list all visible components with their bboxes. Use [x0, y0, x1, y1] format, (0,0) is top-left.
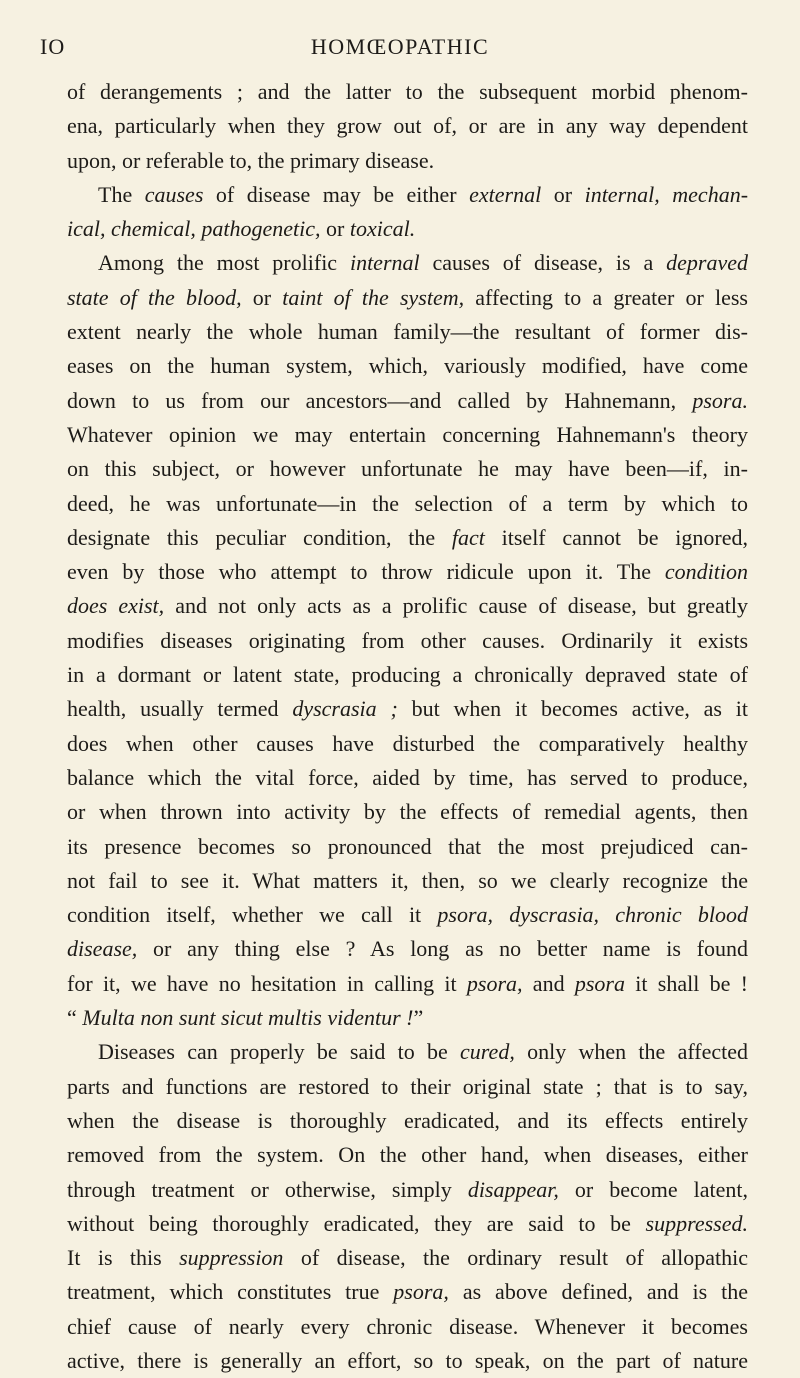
- text-segment: Diseases can properly be said to be: [98, 1039, 461, 1065]
- text-line: [67, 830, 748, 864]
- italic-text-segment: ical, chemical, pathogenetic,: [67, 216, 321, 242]
- text-line: [67, 589, 748, 623]
- text-segment: for it, we have no hesitation in calling it: [67, 970, 467, 996]
- text-segment: deed, he was unfortunate—in the selection of a term by which to: [67, 490, 748, 516]
- text-segment: active, there is generally an effort, so to speak, on the part of nature: [67, 1347, 748, 1373]
- text-line: [67, 144, 748, 178]
- text-segment: of disease may be either: [203, 181, 470, 207]
- text-segment: in a dormant or latent state, producing a chronically depraved state of: [67, 662, 748, 688]
- italic-text-segment: cured,: [460, 1039, 515, 1065]
- italic-text-segment: state of the blood,: [67, 284, 242, 310]
- text-line: [67, 658, 748, 692]
- text-segment: Among the most prolific: [98, 250, 350, 276]
- text-segment: its presence becomes so pronounced that the most prejudiced can-: [67, 833, 748, 859]
- text-segment: as above defined, and is the: [448, 1279, 749, 1305]
- text-line: [67, 624, 748, 658]
- text-segment: balance which the vital force, aided by time, has served to produce,: [67, 764, 748, 790]
- text-segment: of disease, the ordinary result of allopathic: [283, 1245, 748, 1271]
- italic-text-segment: internal,: [584, 181, 660, 207]
- italic-text-segment: disease,: [67, 936, 138, 962]
- text-line: [67, 1001, 748, 1035]
- italic-text-segment: toxical.: [349, 216, 416, 242]
- text-segment: does when other causes have disturbed the comparatively healthy: [67, 730, 748, 756]
- text-line: [67, 315, 748, 349]
- text-segment: or when thrown into activity by the effects of remedial agents, then: [67, 799, 748, 825]
- text-segment: eases on the human system, which, variously modified, have come: [67, 353, 748, 379]
- italic-text-segment: causes: [144, 181, 204, 207]
- text-line: [67, 109, 748, 143]
- text-segment: “: [67, 1005, 83, 1031]
- text-segment: without being thoroughly eradicated, they are said to be: [67, 1210, 646, 1236]
- text-line: [67, 795, 748, 829]
- text-segment: only when the affected: [514, 1039, 748, 1065]
- text-segment: even by those who attempt to throw ridicule upon it. The: [67, 559, 665, 585]
- text-line: [67, 761, 748, 795]
- running-head: HOMŒOPATHIC: [310, 34, 490, 59]
- italic-text-segment: Multa non sunt sicut multis videntur !: [82, 1005, 414, 1031]
- text-segment: and not only acts as a prolific cause of disease, but greatly: [164, 593, 748, 619]
- text-segment: extent nearly the whole human family—the resultant of former dis-: [67, 319, 748, 345]
- italic-text-segment: does exist,: [67, 593, 165, 619]
- text-segment: affecting to a greater or less: [464, 284, 748, 310]
- italic-text-segment: psora,: [393, 1279, 449, 1305]
- text-segment: treatment, which constitutes true: [67, 1279, 394, 1305]
- text-line: [67, 487, 748, 521]
- italic-text-segment: psora.: [692, 387, 748, 413]
- text-segment: on this subject, or however unfortunate he may have been—if, in-: [67, 456, 748, 482]
- text-segment: Whatever opinion we may entertain concerning Hahnemann's theory: [67, 421, 748, 447]
- text-line: [67, 1035, 748, 1069]
- text-segment: The: [98, 181, 145, 207]
- text-segment: or: [541, 181, 585, 207]
- page-header: [40, 34, 760, 64]
- text-segment: causes of disease, is a: [419, 250, 667, 276]
- italic-text-segment: psora, dyscrasia, chronic blood: [437, 902, 748, 928]
- text-segment: not fail to see it. What matters it, then, so we clearly recognize the: [67, 867, 748, 893]
- text-line: [67, 898, 748, 932]
- text-line: [67, 1104, 748, 1138]
- text-segment: or any thing else ? As long as no better name is found: [137, 936, 748, 962]
- text-segment: health, usually termed: [67, 696, 293, 722]
- italic-text-segment: psora: [574, 970, 625, 996]
- text-line: [67, 1207, 748, 1241]
- text-line: [67, 452, 748, 486]
- italic-text-segment: depraved: [666, 250, 748, 276]
- text-segment: upon, or referable to, the primary disease.: [67, 147, 435, 173]
- body-text: [67, 75, 748, 1378]
- text-line: [67, 349, 748, 383]
- italic-text-segment: condition: [664, 559, 748, 585]
- text-segment: condition itself, whether we call it: [67, 902, 438, 928]
- italic-text-segment: internal: [349, 250, 420, 276]
- text-segment: ”: [413, 1005, 424, 1031]
- text-segment: through treatment or otherwise, simply: [67, 1176, 468, 1202]
- italic-text-segment: disappear,: [467, 1176, 559, 1202]
- text-line: [67, 418, 748, 452]
- text-line: [67, 692, 748, 726]
- italic-text-segment: suppression: [179, 1245, 284, 1271]
- text-segment: and: [522, 970, 575, 996]
- text-segment: or become latent,: [558, 1176, 748, 1202]
- text-segment: parts and functions are restored to their original state ; that is to say,: [67, 1073, 748, 1099]
- text-segment: modifies diseases originating from other causes. Ordinarily it exists: [67, 627, 748, 653]
- text-line: [67, 727, 748, 761]
- text-line: [67, 1275, 748, 1309]
- text-line: [67, 864, 748, 898]
- text-segment: chief cause of nearly every chronic disease. Whenever it becomes: [67, 1313, 748, 1339]
- text-segment: [660, 182, 673, 207]
- italic-text-segment: dyscrasia ;: [292, 696, 398, 722]
- text-line: [67, 212, 748, 246]
- text-line: [67, 932, 748, 966]
- text-segment: removed from the system. On the other hand, when diseases, either: [67, 1142, 748, 1168]
- text-segment: itself cannot be ignored,: [484, 524, 748, 550]
- text-segment: or: [320, 216, 350, 242]
- text-line: [67, 75, 748, 109]
- text-line: [67, 246, 748, 280]
- italic-text-segment: mechan-: [672, 181, 749, 207]
- text-segment: when the disease is thoroughly eradicated, and its effects entirely: [67, 1107, 748, 1133]
- text-segment: It is this: [67, 1245, 180, 1271]
- text-line: [67, 178, 748, 212]
- text-segment: down to us from our ancestors—and called by Hahnemann,: [67, 387, 693, 413]
- text-line: [67, 967, 748, 1001]
- text-line: [67, 555, 748, 589]
- italic-text-segment: psora,: [466, 970, 523, 996]
- italic-text-segment: external: [469, 181, 542, 207]
- text-segment: designate this peculiar condition, the: [67, 524, 452, 550]
- italic-text-segment: suppressed.: [645, 1210, 748, 1236]
- italic-text-segment: fact: [451, 524, 485, 550]
- text-line: [67, 521, 748, 555]
- text-line: [67, 1138, 748, 1172]
- text-line: [67, 1070, 748, 1104]
- text-line: [67, 1173, 748, 1207]
- text-segment: or: [241, 284, 283, 310]
- text-line: [67, 1310, 748, 1344]
- text-segment: but when it becomes active, as it: [397, 696, 749, 722]
- text-line: [67, 1344, 748, 1378]
- text-line: [67, 384, 748, 418]
- text-segment: of derangements ; and the latter to the subsequent morbid phenom-: [67, 79, 748, 104]
- text-line: [67, 1241, 748, 1275]
- page-number: IO: [40, 34, 66, 59]
- text-segment: ena, particularly when they grow out of, or are in any way dependent: [67, 113, 748, 139]
- text-line: [67, 281, 748, 315]
- italic-text-segment: taint of the system,: [282, 284, 465, 310]
- text-segment: it shall be !: [624, 970, 748, 996]
